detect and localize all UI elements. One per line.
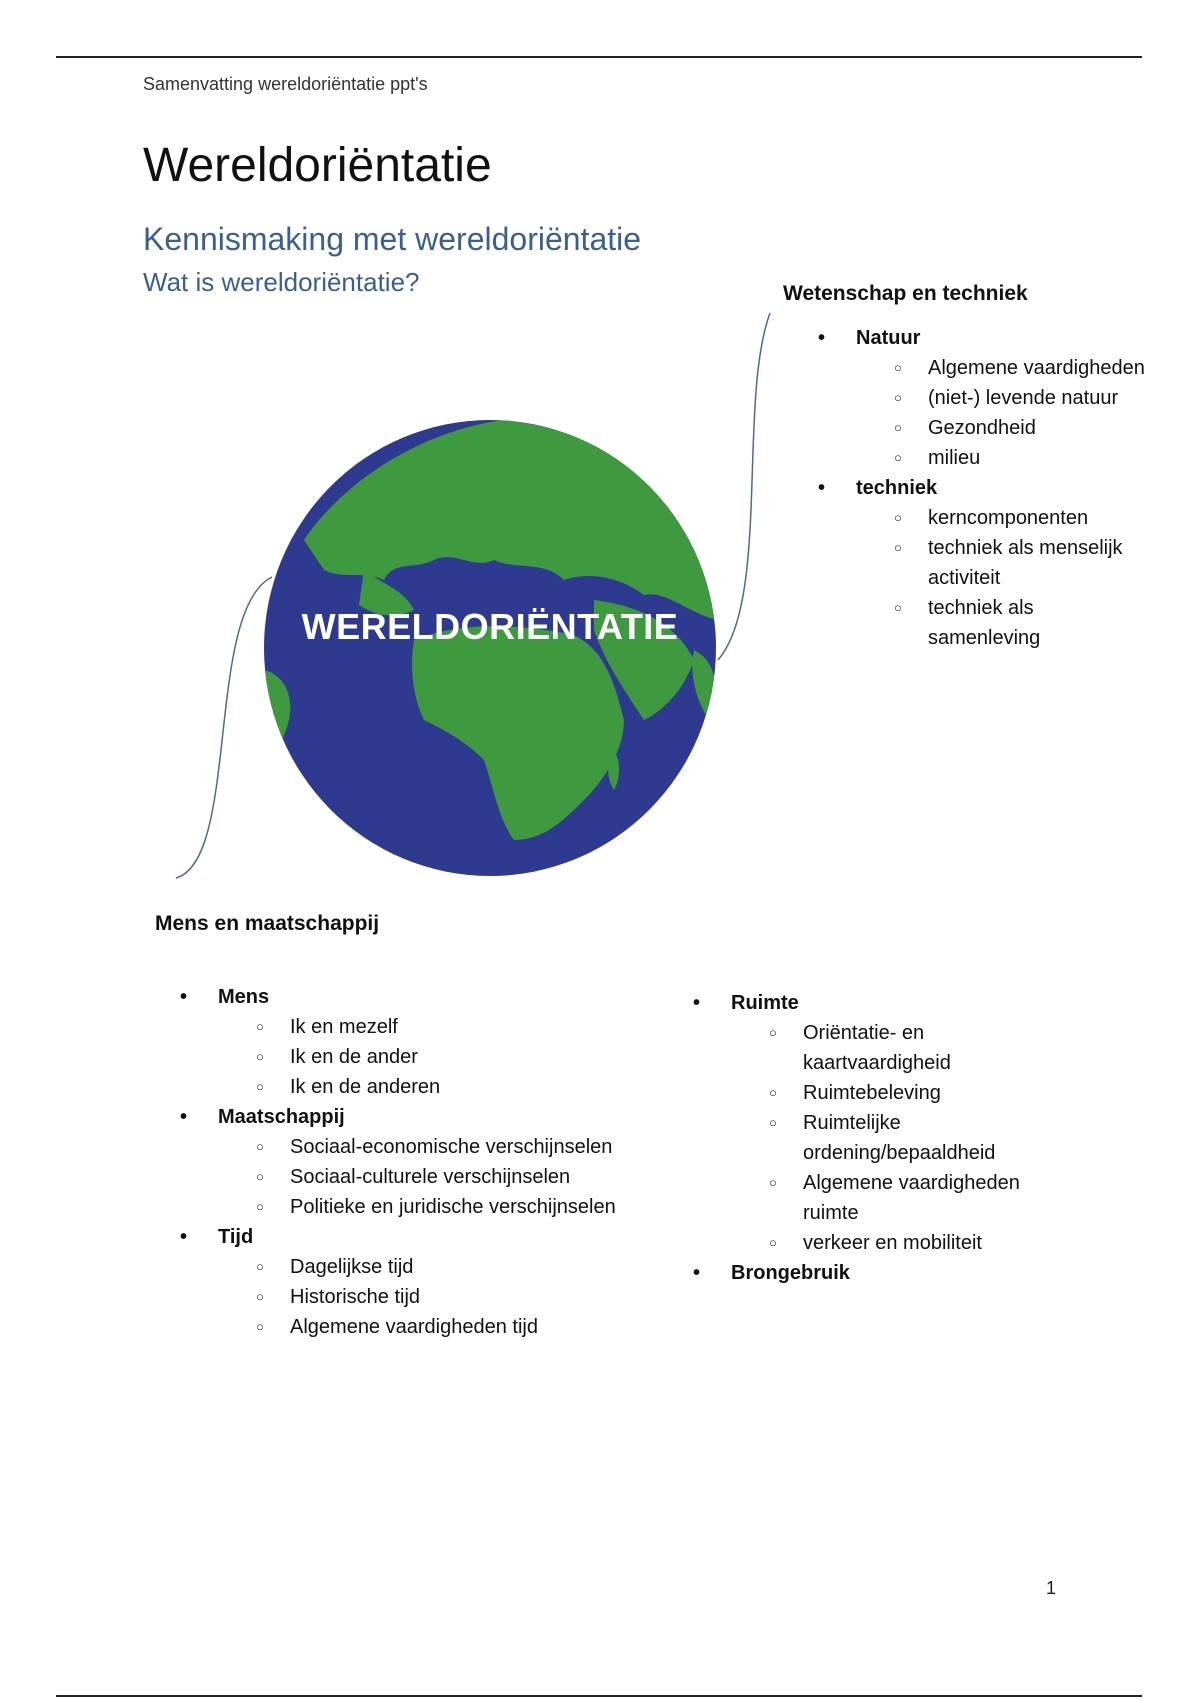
sub-list-item: ○ Dagelijkse tijd	[218, 1252, 692, 1282]
list-item-label: Ruimte	[731, 992, 799, 1014]
list-item	[172, 982, 692, 1102]
section-heading-2: Kennismaking met wereldoriëntatie	[143, 221, 642, 257]
society-heading: Mens en maatschappij	[155, 912, 380, 935]
sub-list-item: ○ Algemene vaardigheden ruimte	[731, 1168, 1065, 1228]
globe-label: WERELDORIËNTATIE	[301, 606, 679, 647]
sub-list-item: ○ Gezondheid	[856, 413, 1150, 443]
sub-list-item: ○ Algemene vaardigheden tijd	[218, 1312, 692, 1342]
sub-list-item: ○ milieu	[856, 443, 1150, 473]
sub-list-item: ○ Sociaal-culturele verschijnselen	[218, 1162, 692, 1192]
sub-list-item: ○ techniek als menselijk activiteit	[856, 533, 1150, 593]
list-item	[685, 1258, 1065, 1288]
sub-list-item: ○ Oriëntatie- en kaartvaardigheid	[731, 1018, 1065, 1078]
list-item	[810, 473, 1150, 653]
sub-list	[731, 1018, 1065, 1258]
connector-left	[176, 577, 272, 878]
connector-right	[718, 313, 770, 660]
list-item-label: Tijd	[218, 1226, 254, 1248]
sub-list-item: ○ Sociaal-economische verschijnselen	[218, 1132, 692, 1162]
list-item-label: Brongebruik	[731, 1262, 850, 1284]
sub-list-item: ○ Politieke en juridische verschijnselen	[218, 1192, 692, 1222]
globe-icon	[264, 420, 716, 876]
list-item	[172, 1102, 692, 1222]
list-item-label: techniek	[856, 477, 938, 499]
list-item-label: Natuur	[856, 327, 921, 349]
sub-list-item: ○ kerncomponenten	[856, 503, 1150, 533]
page-number: 1	[1046, 1578, 1057, 1598]
list-item	[172, 1222, 692, 1342]
list-item	[685, 988, 1065, 1258]
sub-list-item: ○ Ruimtelijke ordening/bepaaldheid	[731, 1108, 1065, 1168]
list-item-label: Mens	[218, 986, 270, 1008]
sub-list	[856, 353, 1150, 473]
sub-list	[218, 1012, 692, 1102]
sub-list	[856, 503, 1150, 653]
sub-list-item: ○ techniek als samenleving	[856, 593, 1150, 653]
sub-list-item: ○ Historische tijd	[218, 1282, 692, 1312]
list-item	[810, 323, 1150, 473]
sub-list-item: ○ Ruimtebeleving	[731, 1078, 1065, 1108]
document-title: Wereldoriëntatie	[143, 139, 492, 192]
sub-list-item: ○ verkeer en mobiliteit	[731, 1228, 1065, 1258]
section-heading-3: Wat is wereldoriëntatie?	[143, 267, 420, 297]
society-right-list	[685, 988, 1065, 1288]
sub-list-item: ○ (niet-) levende natuur	[856, 383, 1150, 413]
sub-list-item: ○ Ik en mezelf	[218, 1012, 692, 1042]
sub-list	[218, 1132, 692, 1222]
list-item-label: Maatschappij	[218, 1106, 345, 1128]
society-left-list	[172, 982, 692, 1342]
sub-list-item: ○ Ik en de anderen	[218, 1072, 692, 1102]
sub-list	[218, 1252, 692, 1342]
bottom-rule	[56, 1695, 1142, 1697]
running-header: Samenvatting wereldoriëntatie ppt's	[143, 74, 428, 94]
sub-list-item: ○ Algemene vaardigheden	[856, 353, 1150, 383]
globe-illustration	[264, 420, 716, 876]
science-list	[810, 323, 1150, 653]
sub-list-item: ○ Ik en de ander	[218, 1042, 692, 1072]
science-heading: Wetenschap en techniek	[783, 282, 1028, 305]
